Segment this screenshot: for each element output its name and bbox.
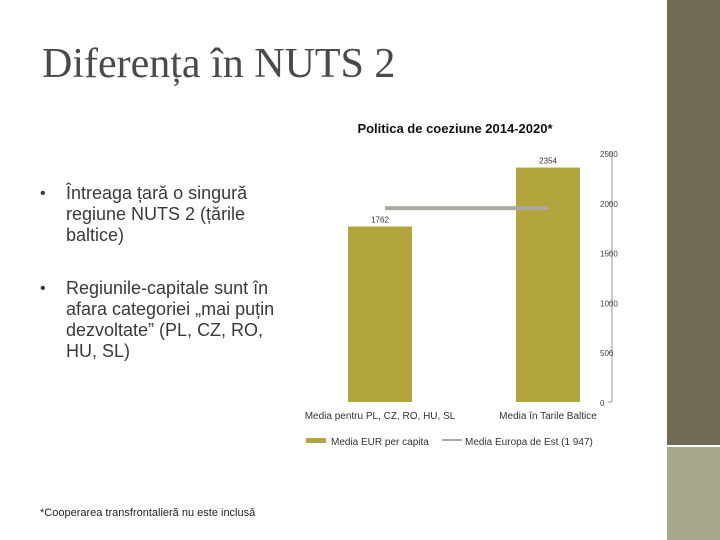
legend-label-line: Media Europa de Est (1 947) xyxy=(465,437,593,448)
bar xyxy=(348,227,412,402)
bullet-dot-icon: • xyxy=(40,185,46,202)
y-tick-label: 1500 xyxy=(600,249,618,259)
chart-title: Politica de coeziune 2014-2020* xyxy=(357,121,553,136)
bar xyxy=(516,168,580,402)
bullet-text: Întreaga țară o singură regiune NUTS 2 (țările baltice) xyxy=(66,183,248,245)
y-tick-label: 0 xyxy=(600,399,605,408)
legend-swatch-bar xyxy=(306,438,326,443)
legend-label-bar: Media EUR per capita xyxy=(331,437,429,448)
category-label: Media pentru PL, CZ, RO, HU, SL xyxy=(304,411,456,422)
y-tick-label: 500 xyxy=(600,349,614,359)
bar-data-label: 2354 xyxy=(539,156,557,166)
y-tick-label: 2500 xyxy=(600,150,618,159)
bar-data-label: 1762 xyxy=(371,215,389,225)
bullet-dot-icon: • xyxy=(40,280,46,297)
bullet-text: Regiunile-capitale sunt în afara categoriei „mai puțin dezvoltate” (PL, CZ, RO, HU, SL) xyxy=(66,278,275,361)
y-tick-label: 1000 xyxy=(600,299,618,309)
footnote: *Cooperarea transfrontalieră nu este inclusă xyxy=(40,507,256,519)
page-title: Diferența în NUTS 2 xyxy=(42,41,396,87)
category-label: Media în Tarile Baltice xyxy=(499,411,597,422)
y-tick-label: 2000 xyxy=(600,199,618,209)
